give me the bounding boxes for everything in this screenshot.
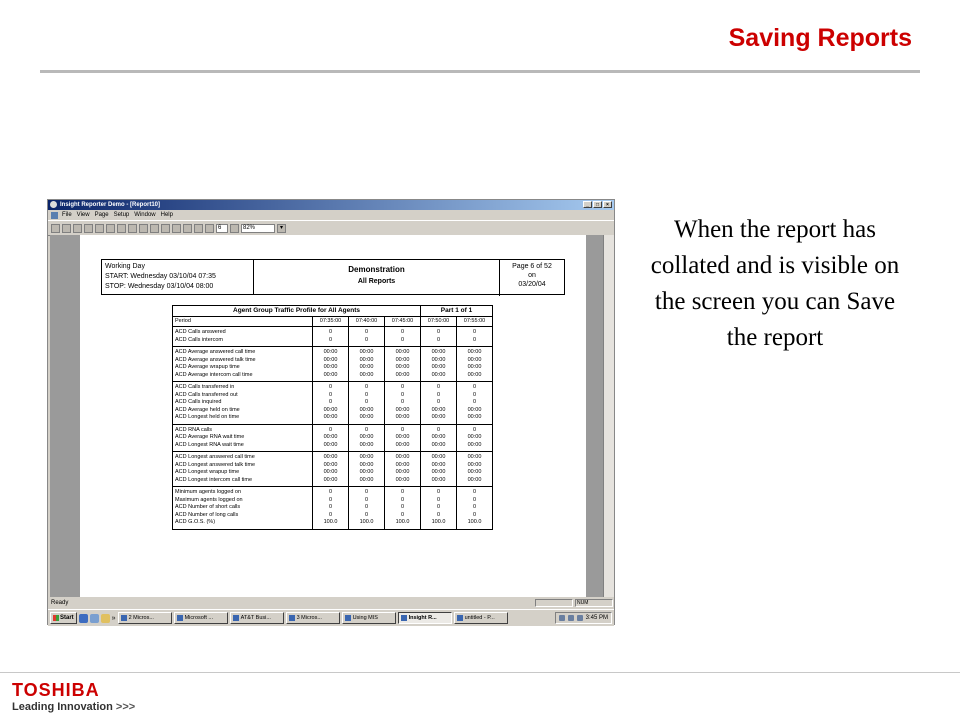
num-lock-indicator: NUM [575,599,613,607]
row-value: 0 [349,487,385,497]
report-header-left [102,260,254,294]
row-value: 00:00 [385,407,421,415]
row-value: 0 [385,399,421,407]
app-icon [121,615,127,621]
row-label: ACD Number of long calls [173,512,313,520]
table-row [173,382,493,392]
table-row [173,347,493,357]
table-title: Agent Group Traffic Profile for All Agents [173,306,421,317]
row-value: 0 [349,327,385,337]
row-value: 00:00 [457,372,493,382]
row-value: 0 [313,487,349,497]
clock: 3:45 PM [585,615,608,621]
app-icon [345,615,351,621]
table-row [173,452,493,462]
row-value: 100.0 [313,519,349,529]
row-label: ACD RNA calls [173,424,313,434]
windows-logo-icon [53,615,59,621]
quick-launch-overflow[interactable]: » [111,614,116,622]
row-value: 0 [349,382,385,392]
table-row [173,442,493,452]
slide-title: Saving Reports [728,24,912,52]
row-value: 0 [385,382,421,392]
row-value: 00:00 [349,477,385,487]
logo-tagline [12,700,135,714]
row-value: 0 [385,512,421,520]
slide-body-text: When the report has collated and is visible on the screen you can Save the report [650,216,900,351]
row-label: ACD Calls transferred out [173,392,313,400]
logo-brand: TOSHIBA [12,680,100,700]
row-value: 00:00 [421,347,457,357]
row-value: 00:00 [457,462,493,470]
menu-view[interactable]: View [76,212,90,218]
row-value: 0 [313,392,349,400]
report-header-right [499,260,564,296]
row-value: 0 [349,497,385,505]
report-header [101,259,565,295]
table-row [173,434,493,442]
taskbar-button-label: Using MIS [352,615,378,621]
app-icon [177,615,183,621]
status-text: Ready [51,600,69,606]
row-value: 00:00 [313,407,349,415]
logo-tagline-text: Leading Innovation [12,701,113,713]
row-value: 00:00 [421,364,457,372]
row-value: 0 [457,382,493,392]
row-label: ACD Longest wrapup time [173,469,313,477]
row-value: 0 [313,382,349,392]
status-panel [535,599,573,607]
row-value: 00:00 [349,442,385,452]
row-value: 0 [385,337,421,347]
toshiba-logo [12,680,135,714]
row-value: 00:00 [349,364,385,372]
row-value: 00:00 [385,442,421,452]
taskbar-button[interactable] [286,612,340,624]
row-label: ACD Longest RNA wait time [173,442,313,452]
row-value: 00:00 [421,462,457,470]
menu-page[interactable]: Page [94,212,109,218]
report-date: 03/20/04 [518,281,546,288]
row-value: 00:00 [457,442,493,452]
table-row [173,497,493,505]
task-buttons [118,612,508,624]
taskbar-button[interactable] [118,612,172,624]
new-file-icon[interactable] [73,224,82,233]
row-value: 00:00 [313,477,349,487]
row-value: 00:00 [349,414,385,424]
grid-icon[interactable] [106,224,115,233]
last-page-icon[interactable] [161,224,170,233]
windows-taskbar [48,609,614,626]
volume-icon[interactable] [568,615,574,621]
previous-page-icon[interactable] [139,224,148,233]
period-header-cell: 07:45:00 [385,317,421,327]
printer-icon[interactable] [577,615,583,621]
header-working-day: Working Day [105,263,145,270]
row-value: 0 [349,424,385,434]
taskbar-button-label: untitled - P... [464,615,495,621]
row-value: 00:00 [421,414,457,424]
toolbar [48,220,614,236]
maximize-button[interactable]: □ [593,201,602,208]
report-subtitle: All Reports [357,278,396,285]
footer-divider [0,672,960,673]
row-value: 0 [385,424,421,434]
row-value: 00:00 [349,434,385,442]
menu-help[interactable]: Help [160,212,173,218]
app-icon [457,615,463,621]
row-value: 0 [385,497,421,505]
period-header-cell: 07:50:00 [421,317,457,327]
row-label: ACD Average held on time [173,407,313,415]
row-label: ACD Longest intercom call time [173,477,313,487]
zoom-select[interactable]: 82% [241,224,275,233]
row-value: 0 [385,327,421,337]
row-label: ACD Average wrapup time [173,364,313,372]
close-button[interactable]: × [603,201,612,208]
app-icon [289,615,295,621]
table-row [173,462,493,470]
table-row [173,424,493,434]
row-value: 00:00 [421,442,457,452]
table-row [173,469,493,477]
start-button[interactable] [50,612,77,624]
row-value: 0 [421,497,457,505]
table-row [173,407,493,415]
table-row [173,414,493,424]
report-title: Demonstration [348,265,405,274]
row-label: ACD Longest answered talk time [173,462,313,470]
row-value: 00:00 [421,469,457,477]
report-header-center [254,260,499,294]
period-header-cell: 07:55:00 [457,317,493,327]
row-value: 100.0 [349,519,385,529]
header-stop: STOP: Wednesday 03/10/04 08:00 [105,283,214,290]
app-icon [50,201,57,208]
row-value: 0 [457,327,493,337]
page-on-label: on [528,272,536,279]
period-header-cell: 07:40:00 [349,317,385,327]
image-icon[interactable] [172,224,181,233]
table-row [173,487,493,497]
row-value: 00:00 [457,477,493,487]
report-page [80,235,586,597]
row-value: 0 [313,399,349,407]
traffic-profile-table [172,305,493,530]
row-value: 0 [313,512,349,520]
table-row [173,477,493,487]
row-value: 00:00 [385,372,421,382]
menu-setup[interactable]: Setup [113,212,130,218]
header-start: START: Wednesday 03/10/04 07:35 [105,273,216,280]
menu-bar [48,210,614,220]
table-row [173,357,493,365]
row-value: 00:00 [313,462,349,470]
start-label: Start [60,615,74,621]
network-icon[interactable] [559,615,565,621]
table-row [173,504,493,512]
row-value: 100.0 [385,519,421,529]
wrench-icon[interactable] [62,224,71,233]
picture-icon[interactable] [194,224,203,233]
app-icon [401,615,407,621]
row-label: ACD Average RNA wait time [173,434,313,442]
row-value: 0 [349,504,385,512]
row-value: 0 [421,399,457,407]
row-value: 0 [457,399,493,407]
row-value: 00:00 [313,469,349,477]
table-row [173,392,493,400]
row-value: 00:00 [421,407,457,415]
row-value: 0 [313,327,349,337]
row-value: 00:00 [421,477,457,487]
first-page-icon[interactable] [128,224,137,233]
window-controls [583,201,612,208]
row-value: 00:00 [385,469,421,477]
row-value: 00:00 [457,434,493,442]
internet-explorer-icon[interactable] [79,614,88,623]
row-value: 00:00 [457,469,493,477]
row-value: 0 [421,327,457,337]
row-value: 0 [457,424,493,434]
row-value: 0 [385,487,421,497]
row-value: 0 [313,424,349,434]
row-value: 0 [349,399,385,407]
row-value: 00:00 [349,462,385,470]
row-label: ACD Calls answered [173,327,313,337]
row-value: 0 [421,392,457,400]
row-value: 00:00 [385,462,421,470]
row-value: 00:00 [313,357,349,365]
row-value: 00:00 [313,442,349,452]
row-value: 0 [385,392,421,400]
table-row [173,337,493,347]
taskbar-button-label: AT&T Busi... [240,615,271,621]
period-header: Period [173,317,313,327]
taskbar-button[interactable] [398,612,452,624]
row-value: 0 [457,487,493,497]
row-label: ACD Longest answered call time [173,452,313,462]
row-label: ACD Number of short calls [173,504,313,512]
row-value: 0 [421,382,457,392]
row-label: ACD Calls intercom [173,337,313,347]
row-value: 00:00 [385,357,421,365]
row-label: ACD Calls transferred in [173,382,313,392]
row-label: ACD Calls inquired [173,399,313,407]
taskbar-button-label: Microsoft ... [184,615,213,621]
row-value: 0 [421,512,457,520]
row-value: 00:00 [421,372,457,382]
row-value: 00:00 [313,372,349,382]
row-value: 0 [313,497,349,505]
logo-arrows: >>> [115,701,136,713]
row-value: 00:00 [313,347,349,357]
row-value: 00:00 [349,407,385,415]
taskbar-button[interactable] [454,612,508,624]
table-header-row [173,317,493,327]
page-number-field[interactable]: 6 [216,224,228,233]
row-value: 0 [457,337,493,347]
app-window-screenshot [47,199,615,625]
row-value: 00:00 [349,372,385,382]
row-value: 00:00 [385,434,421,442]
menu-window[interactable]: Window [134,212,156,218]
taskbar-button[interactable] [230,612,284,624]
row-value: 00:00 [421,434,457,442]
row-value: 00:00 [385,364,421,372]
document-icon[interactable] [51,212,58,219]
row-value: 00:00 [385,347,421,357]
row-value: 0 [457,392,493,400]
save-icon[interactable] [95,224,104,233]
row-value: 00:00 [313,364,349,372]
row-value: 00:00 [385,414,421,424]
vertical-scrollbar[interactable] [603,235,614,597]
row-value: 00:00 [421,452,457,462]
minimize-button[interactable]: _ [583,201,592,208]
row-value: 00:00 [385,452,421,462]
row-value: 00:00 [421,357,457,365]
row-value: 0 [313,504,349,512]
row-label: ACD Average intercom call time [173,372,313,382]
row-value: 0 [457,504,493,512]
row-value: 0 [349,337,385,347]
row-value: 00:00 [385,477,421,487]
chevron-down-icon[interactable]: ▾ [277,224,286,233]
taskbar-button-label: Insight R... [408,615,437,621]
row-value: 00:00 [349,347,385,357]
row-value: 0 [421,504,457,512]
row-value: 00:00 [349,357,385,365]
table-row [173,399,493,407]
row-value: 0 [349,512,385,520]
row-value: 00:00 [457,357,493,365]
window-title: Insight Reporter Demo - [Report10] [60,202,161,208]
open-folder-icon[interactable] [84,224,93,233]
table-row [173,519,493,529]
row-value: 0 [421,424,457,434]
table-row [173,512,493,520]
table-part: Part 1 of 1 [421,306,493,317]
globe-icon[interactable] [51,224,60,233]
browser-icon[interactable] [90,614,99,623]
next-page-icon[interactable] [150,224,159,233]
row-value: 0 [421,487,457,497]
table-row [173,327,493,337]
row-value: 00:00 [457,407,493,415]
title-divider [40,70,920,73]
table-row [173,364,493,372]
row-value: 0 [313,337,349,347]
row-value: 00:00 [349,452,385,462]
row-label: Minimum agents logged on [173,487,313,497]
row-label: Maximum agents logged on [173,497,313,505]
row-label: ACD G.O.S. (%) [173,519,313,529]
help-icon[interactable] [205,224,214,233]
row-value: 00:00 [457,414,493,424]
taskbar-button[interactable] [174,612,228,624]
row-value: 0 [457,512,493,520]
outlook-icon[interactable] [101,614,110,623]
row-value: 00:00 [457,452,493,462]
row-value: 00:00 [349,469,385,477]
row-value: 0 [421,337,457,347]
status-bar [48,598,614,608]
print-icon[interactable] [117,224,126,233]
row-value: 00:00 [313,414,349,424]
system-tray [555,612,612,624]
window-titlebar[interactable] [48,200,614,210]
row-value: 0 [349,392,385,400]
clock-icon[interactable] [183,224,192,233]
row-label: ACD Average answered talk time [173,357,313,365]
page-indicator: Page 6 of 52 [512,263,552,270]
app-icon [233,615,239,621]
row-value: 00:00 [457,364,493,372]
row-label: ACD Average answered call time [173,347,313,357]
row-label: ACD Longest held on time [173,414,313,424]
row-value: 00:00 [457,347,493,357]
table-row [173,372,493,382]
taskbar-button-label: 3 Micros... [296,615,322,621]
row-value: 0 [385,504,421,512]
row-value: 100.0 [421,519,457,529]
period-header-cell: 07:35:00 [313,317,349,327]
taskbar-button-label: 2 Micros... [128,615,154,621]
menu-file[interactable]: File [62,212,72,218]
table-title-row [173,306,493,317]
row-value: 00:00 [313,434,349,442]
row-value: 100.0 [457,519,493,529]
row-value: 00:00 [313,452,349,462]
taskbar-button[interactable] [342,612,396,624]
row-value: 0 [457,497,493,505]
report-view [50,235,603,597]
spinner-icon[interactable] [230,224,239,233]
